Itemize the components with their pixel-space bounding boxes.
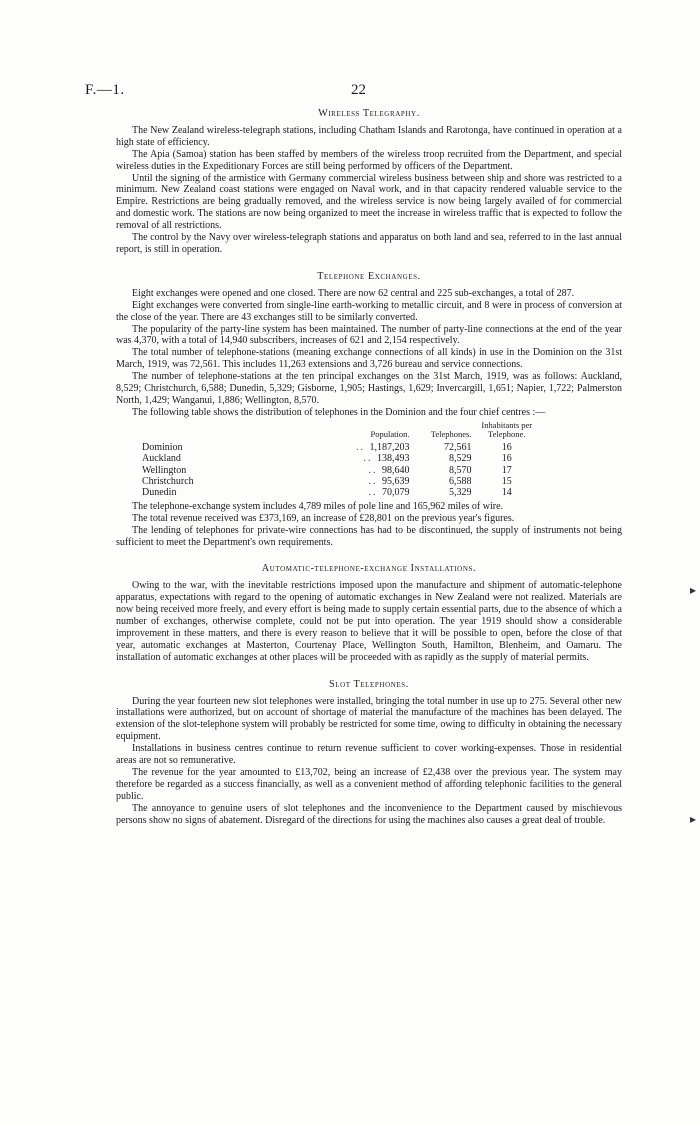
paragraph: The total revenue received was £373,169, an increase of £28,801 on the previous year's figures. (132, 512, 515, 524)
page-number: 22 (351, 82, 366, 98)
paragraph: Owing to the war, with the inevitable restrictions imposed upon the manufacture and shipment of automatic-telephone apparatus, expectations with regard to the opening of automatic exchanges in New Zealand were not realized. Materials are now being received more freely, and every effort is being made to supply certain essential parts, due to the absence of which a number of exchanges, otherwise complete, could not be put into operation. The year 1919 should show a considerable improvement in these matters, and there is every reason to believe that it will be possible to open, before the close of that year, automatic exchanges at Masterton, Courtenay Place, Wellington South, Hamilton, Blenheim, and Oamaru. The installation of automatic exchanges at other places will be proceeded with as rapidly as the supply of material permits. (116, 580, 622, 663)
table-row (142, 453, 542, 464)
paragraph: Eight exchanges were converted from single-line earth-working to metallic circuit, and 8 were in process of conversion at the close of the year. There are 43 exchanges still to be similarly converted. (116, 299, 622, 323)
row-name: Auckland (142, 453, 181, 465)
table-header-telephones: Telephones. (430, 429, 472, 440)
telephone-distribution-table (142, 421, 542, 499)
row-population: .. 98,640 (368, 464, 410, 476)
table-row (142, 465, 542, 476)
page-reference: F.—1. (85, 82, 125, 98)
row-inhabitants: 15 (501, 475, 512, 487)
row-population: .. 95,639 (368, 475, 410, 487)
paragraph: The total number of telephone-stations (meaning exchange connections of all kinds) in use in the Dominion on the 31st March, 1919, was 72,561. This includes 11,263 extensions and 3,726 bureau and service connections. (116, 347, 622, 371)
row-name: Dunedin (142, 487, 177, 499)
row-telephones: 8,529 (449, 453, 472, 465)
paragraph: The lending of telephones for private-wire connections has had to be discontinued, the supply of instruments not being sufficient to meet the Department's own requirements. (116, 524, 622, 548)
row-population: .. 1,187,203 (355, 441, 410, 453)
table-header-population: Population. (370, 429, 410, 440)
table-header-row (142, 421, 542, 442)
row-name: Dominion (142, 441, 183, 453)
document-body (116, 108, 622, 827)
row-telephones: 5,329 (449, 487, 472, 499)
paragraph: The telephone-exchange system includes 4,789 miles of pole line and 165,962 miles of wire. (132, 500, 504, 512)
table-header-inhabitants: Inhabitants per Telephone. (481, 419, 533, 440)
section-heading-wireless: Wireless Telegraphy. (318, 108, 420, 119)
row-name: Christchurch (142, 475, 194, 487)
row-telephones: 6,588 (449, 475, 472, 487)
scan-edge-mark: ▸ (690, 583, 697, 597)
row-population: .. 70,079 (368, 487, 410, 499)
paragraph: The control by the Navy over wireless-telegraph stations and apparatus on both land and sea, referred to in the last annual report, is still in operation. (116, 232, 622, 255)
row-inhabitants: 16 (501, 453, 512, 465)
paragraph: The popularity of the party-line system has been maintained. The number of party-line connections at the end of the year was 4,370, with a total of 14,940 subscribers, increases of 621 and 2,154 respectively. (116, 323, 622, 347)
table-row (142, 476, 542, 487)
paragraph: The following table shows the distribution of telephones in the Dominion and the four chief centres :— (132, 406, 546, 418)
row-inhabitants: 16 (501, 441, 512, 453)
row-population: .. 138,493 (363, 453, 410, 465)
row-inhabitants: 14 (501, 487, 512, 499)
paragraph: During the year fourteen new slot telephones were installed, bringing the total number in use up to 275. Several other new installations were authorized, but on account of shortage of material the manufacture of the machines has been delayed. The extension of the slot-telephone system will probably be restricted for some time, owing to difficulty in obtaining the necessary equipment. (116, 695, 622, 743)
paragraph: The number of telephone-stations at the ten principal exchanges on the 31st March, 1919, was as follows: Auckland, 8,529; Christchurch, 6,588; Dunedin, 5,329; Gisborne, 1,905; Hastings, 1,629; Invercargill, 1,651; Napier, 1,722; Palmerston North, 1,429; Wanganui, 1,886; Wellington, 8,570. (116, 371, 622, 406)
table-row (142, 487, 542, 498)
paragraph: Installations in business centres continue to return revenue sufficient to cover working-expenses. Those in residential areas are not so remunerative. (116, 743, 622, 767)
row-telephones: 72,561 (444, 441, 472, 453)
paragraph: The New Zealand wireless-telegraph stations, including Chatham Islands and Rarotonga, have continued in operation at a high state of efficiency. (116, 124, 622, 148)
section-heading-exchanges: Telephone Exchanges. (317, 270, 421, 282)
row-name: Wellington (142, 464, 187, 476)
paragraph: Eight exchanges were opened and one closed. There are now 62 central and 225 sub-exchanges, a total of 287. (132, 287, 575, 299)
paragraph: The Apia (Samoa) station has been staffed by members of the wireless troop recruited from the Department, and special wireless duties in the Expeditionary Forces are still being performed by officers of the Department. (116, 148, 622, 172)
paragraph: The annoyance to genuine users of slot telephones and the inconvenience to the Department caused by mischievous persons show no signs of abatement. Disregard of the directions for using the machines also causes a great deal of trouble. (116, 802, 622, 826)
paragraph: Until the signing of the armistice with Germany commercial wireless business between ship and shore was restricted to a minimum. New Zealand coast stations were engaged on Naval work, and in that capacity rendered valuable service to the Empire. Restrictions are being gradually removed, and the wireless service is now being largely availed of for commercial and domestic work. The stations are now being organized to meet the increase in wireless traffic that is expected to follow the removal of all restrictions. (116, 172, 622, 232)
table-header-blank (142, 421, 346, 442)
section-heading-slot: Slot Telephones. (329, 678, 409, 690)
row-telephones: 8,570 (449, 464, 472, 476)
scan-edge-mark: ▸ (690, 812, 697, 826)
section-heading-automatic: Automatic-telephone-exchange Installations. (261, 563, 477, 575)
table-row (142, 442, 542, 453)
row-inhabitants: 17 (501, 464, 512, 476)
paragraph: The revenue for the year amounted to £13,702, being an increase of £2,438 over the previous year. The system may therefore be regarded as a success financially, as well as a convenient method of affording telephonic facilities to the general public. (116, 767, 622, 802)
